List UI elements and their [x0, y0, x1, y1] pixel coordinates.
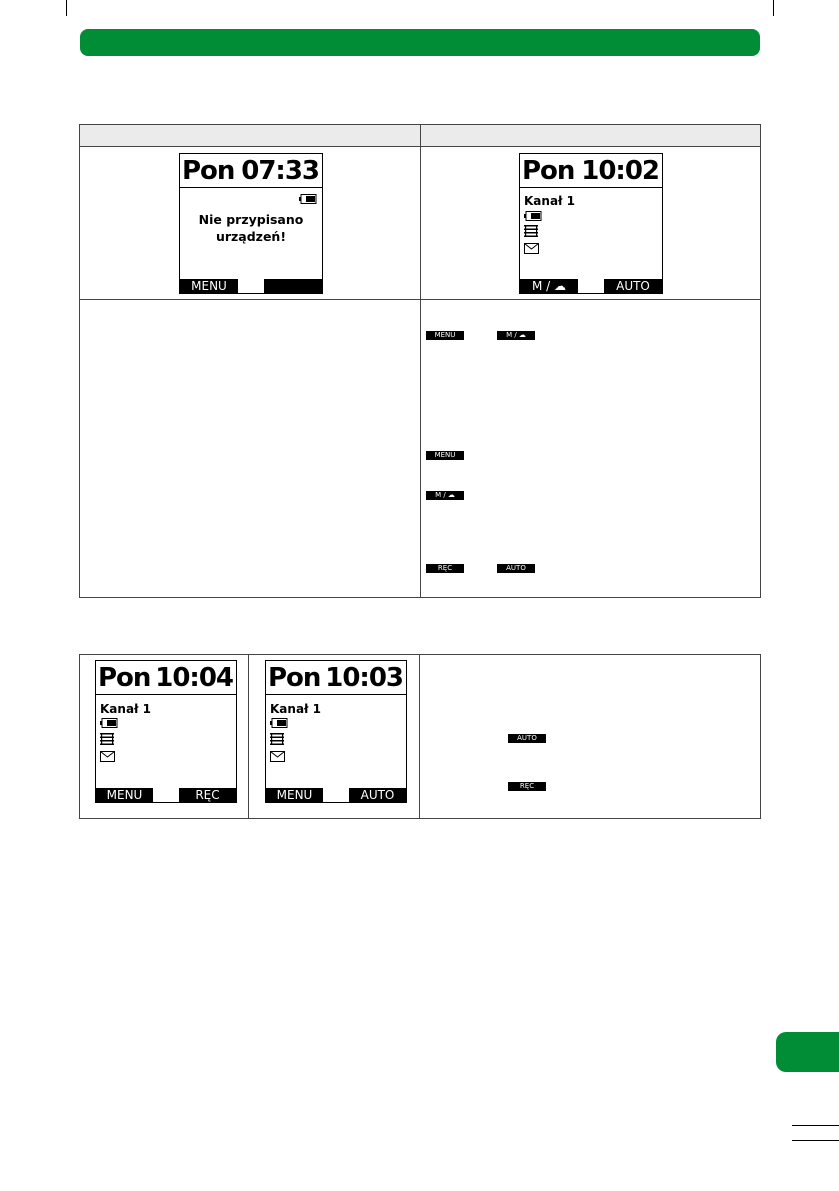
channel-label: Kanał 1 [270, 702, 322, 716]
display-time: 07:33 [241, 155, 319, 186]
crop-mark [792, 1140, 839, 1141]
softkey-auto[interactable]: AUTO [349, 788, 406, 802]
manual-key-icon: RĘC [508, 782, 546, 791]
menu-key-icon: MENU [426, 451, 464, 460]
softkey-menu[interactable]: MENU [96, 788, 153, 802]
auto-key-icon: AUTO [508, 734, 546, 743]
device-display-auto [265, 660, 407, 803]
device-display-manual [95, 660, 237, 803]
auto-key-icon: AUTO [497, 564, 535, 573]
display-day: Pon [182, 155, 235, 186]
battery-icon [524, 211, 542, 221]
softkey-empty[interactable] [264, 279, 322, 293]
display-day: Pon [268, 662, 321, 693]
manual-cloud-key-icon: M / ☁ [497, 331, 535, 340]
display-message: Nie przypisano urządzeń! [198, 212, 304, 244]
crop-mark [792, 1125, 839, 1126]
header-bar [80, 29, 760, 56]
softkey-menu[interactable]: MENU [180, 279, 238, 293]
channel-label: Kanał 1 [524, 194, 576, 208]
softkey-auto[interactable]: AUTO [604, 279, 662, 293]
channel-label: Kanał 1 [100, 702, 152, 716]
device-display-channel [519, 153, 663, 294]
manual-key-icon: RĘC [426, 564, 464, 573]
signal-bars-icon [524, 225, 538, 238]
menu-key-icon: MENU [426, 331, 464, 340]
display-day: Pon [98, 662, 151, 693]
chapter-tab [776, 1032, 839, 1072]
envelope-icon [100, 751, 115, 762]
display-day: Pon [522, 155, 575, 186]
softkey-manual[interactable]: RĘC [179, 788, 236, 802]
battery-icon [270, 718, 288, 728]
device-display-unassigned [179, 153, 323, 294]
battery-icon [299, 194, 317, 204]
battery-icon [100, 718, 118, 728]
envelope-icon [270, 751, 285, 762]
display-time: 10:03 [325, 662, 403, 693]
manual-cloud-key-icon: M / ☁ [426, 491, 464, 500]
softkey-manual-cloud[interactable]: M / ☁ [520, 279, 578, 293]
crop-mark [66, 0, 67, 16]
signal-bars-icon [270, 733, 284, 746]
softkey-menu[interactable]: MENU [266, 788, 323, 802]
crop-mark [773, 0, 774, 16]
display-time: 10:04 [155, 662, 233, 693]
display-time: 10:02 [581, 155, 659, 186]
envelope-icon [524, 243, 539, 254]
signal-bars-icon [100, 733, 114, 746]
